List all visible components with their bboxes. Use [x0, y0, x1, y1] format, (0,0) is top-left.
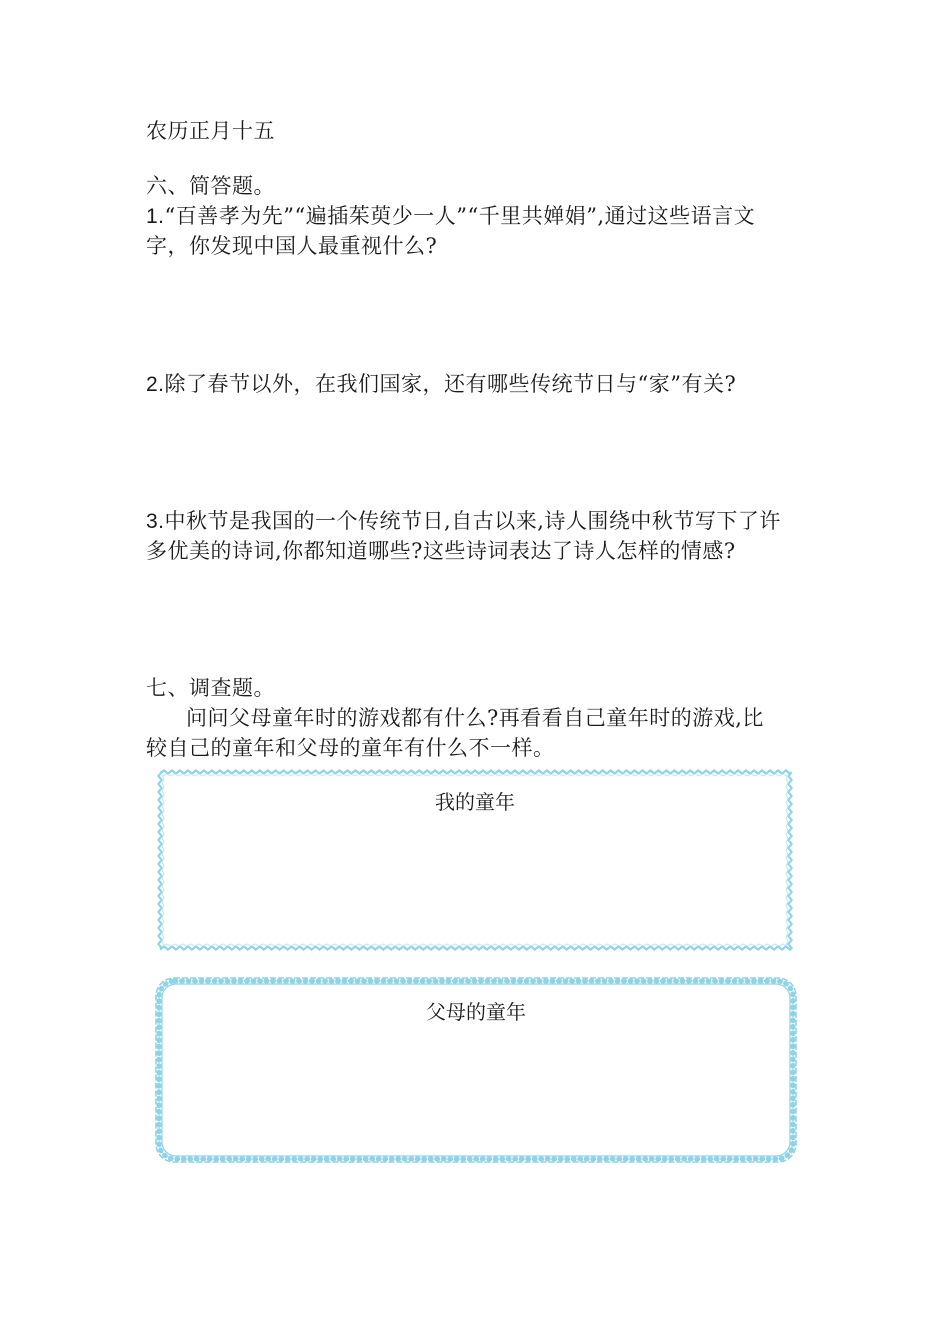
question-1-number: 1.: [146, 205, 165, 228]
section-7-heading: 七、调查题。: [146, 676, 275, 700]
my-childhood-box: [154, 766, 796, 954]
section-7-paragraph-line-1: 问问父母童年时的游戏都有什么?再看看自己童年时的游戏,比: [186, 706, 764, 730]
parents-childhood-box: [152, 974, 800, 1166]
question-1-line-2: 字，你发现中国人最重视什么?: [146, 234, 438, 258]
question-2-line-1: [146, 369, 736, 400]
question-1-text-1: “百善孝为先”“遍插茱萸少一人”“千里共婵娟”,通过这些语言文: [164, 204, 756, 228]
section-6-heading: 六、简答题。: [146, 174, 275, 198]
question-1-line-1: [146, 201, 755, 232]
question-2-number: 2.: [146, 373, 165, 396]
question-3-text-1: 中秋节是我国的一个传统节日,自古以来,诗人围绕中秋节写下了许: [164, 509, 781, 533]
parents-childhood-title: 父母的童年: [426, 1000, 526, 1024]
question-3-number: 3.: [146, 510, 165, 533]
top-line: 农历正月十五: [146, 119, 275, 143]
question-3-line-2: 多优美的诗词,你都知道哪些?这些诗词表达了诗人怎样的情感?: [146, 539, 736, 563]
section-7-paragraph-line-2: 较自己的童年和父母的童年有什么不一样。: [146, 736, 555, 760]
question-3-line-1: [146, 506, 781, 537]
question-2-text-1: 除了春节以外，在我们国家，还有哪些传统节日与“家”有关?: [164, 372, 737, 396]
my-childhood-title: 我的童年: [435, 790, 515, 814]
